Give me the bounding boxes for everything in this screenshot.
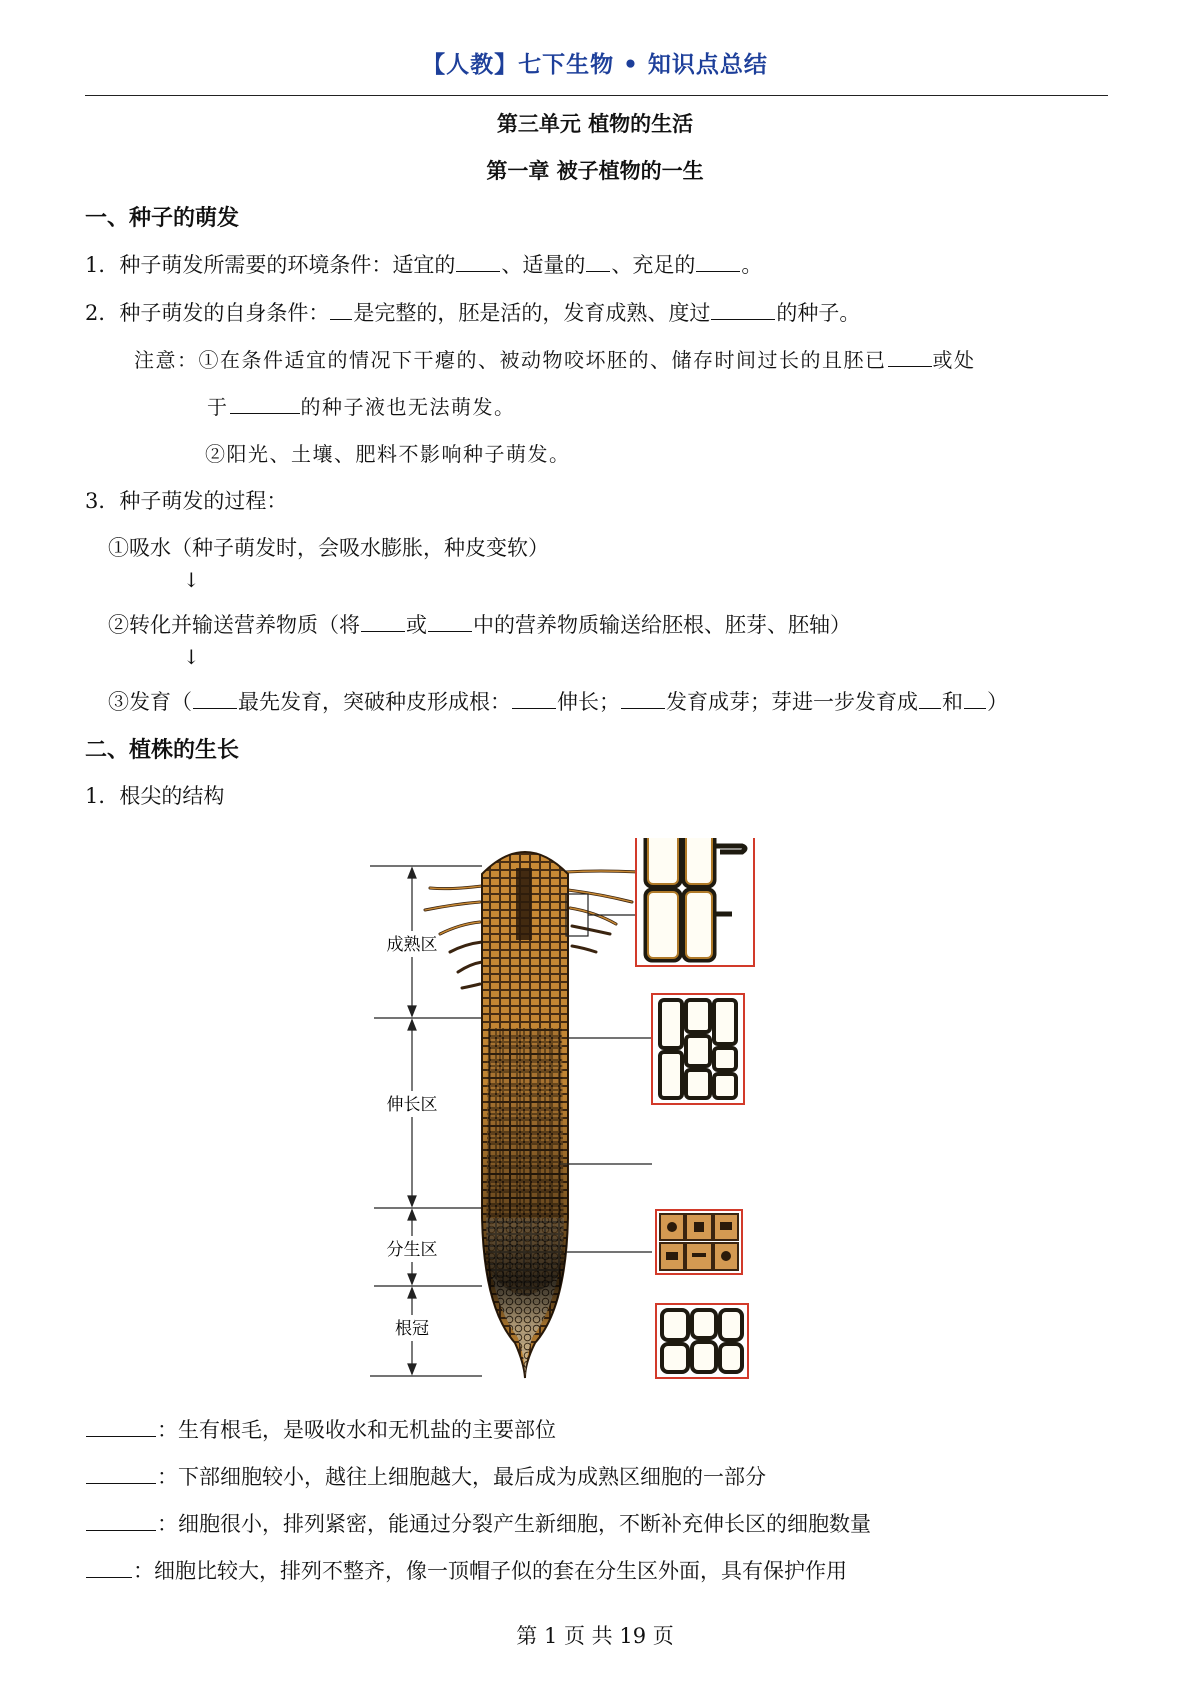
- fill-blank: [512, 707, 556, 709]
- item-self-conditions: [85, 297, 860, 327]
- inset-rootcap-cells: [656, 1304, 748, 1378]
- text: ③发育（: [108, 690, 192, 714]
- text: 或处: [932, 348, 976, 372]
- text: 。: [741, 253, 763, 277]
- text: 中的营养物质输送给胚根、胚芽、胚轴）: [473, 613, 851, 637]
- text: ②转化并输送营养物质（将: [108, 613, 360, 637]
- text: ：细胞很小，排列紧密，能通过分裂产生新细胞，不断补充伸长区的细胞数量: [157, 1512, 871, 1536]
- fill-blank: [919, 707, 941, 709]
- page-number: 第 1 页 共 19 页: [516, 1624, 674, 1648]
- note-line-1-cont: [207, 391, 516, 420]
- document-header: 【人教】七下生物 • 知识点总结: [422, 52, 768, 78]
- text: 的种子。: [776, 301, 861, 325]
- fill-blank: [711, 318, 775, 320]
- fill-blank: [696, 270, 740, 272]
- header-divider: [85, 95, 1108, 96]
- fill-blank: [888, 365, 932, 367]
- desc-root-cap: [85, 1555, 847, 1585]
- text: ：细胞比较大，排列不整齐，像一顶帽子似的套在分生区外面，具有保护作用: [133, 1559, 847, 1583]
- note-line-2: ②阳光、土壤、肥料不影响种子萌发。: [205, 442, 571, 466]
- label-meristem-zone: 分生区: [386, 1240, 438, 1260]
- step-absorb-water: ①吸水（种子萌发时，会吸水膨胀，种皮变软）: [108, 536, 549, 560]
- chapter-title: 第一章 被子植物的一生: [486, 159, 704, 183]
- unit-title: 第三单元 植物的生活: [496, 112, 694, 136]
- text: 于: [207, 395, 229, 419]
- fill-blank: [86, 1529, 156, 1531]
- note-line-1: [134, 344, 976, 373]
- desc-elongation-zone: [85, 1461, 766, 1491]
- fill-blank: [330, 318, 352, 320]
- step-development: [108, 686, 1008, 716]
- text: ：下部细胞较小，越往上细胞越大，最后成为成熟区细胞的一部分: [157, 1465, 766, 1489]
- section-heading-plant-growth: 二、植株的生长: [85, 738, 240, 763]
- text: 最先发育，突破种皮形成根：: [238, 690, 511, 714]
- inset-maturation-cells: [636, 838, 754, 966]
- text: 和: [942, 690, 963, 714]
- vascular-core: [516, 868, 532, 940]
- text: 、适量的: [501, 253, 586, 277]
- step-transport-nutrients: [108, 609, 851, 639]
- fill-blank: [86, 1482, 156, 1484]
- text: 1．种子萌发所需要的环境条件：适宜的: [85, 253, 456, 277]
- section-heading-seed-germination: 一、种子的萌发: [85, 206, 240, 231]
- text: 发育成芽；芽进一步发育成: [666, 690, 918, 714]
- fill-blank: [428, 630, 472, 632]
- text: 2．种子萌发的自身条件：: [85, 301, 330, 325]
- fill-blank: [621, 707, 665, 709]
- item-germination-process: 3．种子萌发的过程：: [85, 489, 288, 513]
- inset-elongation-cells: [652, 994, 744, 1104]
- text: ：生有根毛，是吸收水和无机盐的主要部位: [157, 1418, 556, 1442]
- label-elongation-zone: 伸长区: [386, 1095, 438, 1115]
- desc-meristem-zone: [85, 1508, 871, 1538]
- text: 、充足的: [611, 253, 696, 277]
- label-maturation-zone: 成熟区: [386, 935, 438, 955]
- down-arrow-icon: ↓: [183, 645, 200, 669]
- fill-blank: [86, 1576, 132, 1578]
- down-arrow-icon: ↓: [183, 568, 200, 592]
- fill-blank: [230, 412, 300, 414]
- fill-blank: [193, 707, 237, 709]
- item-environment-conditions: [85, 249, 762, 279]
- text: 伸长；: [557, 690, 620, 714]
- fill-blank: [964, 707, 986, 709]
- item-root-tip-structure: 1．根尖的结构: [85, 784, 225, 808]
- text: 注意：①在条件适宜的情况下干瘪的、被动物咬坏胚的、储存时间过长的且胚已: [134, 348, 887, 372]
- fill-blank: [586, 270, 610, 272]
- text: ）: [987, 690, 1008, 714]
- text: 或: [406, 613, 427, 637]
- fill-blank: [456, 270, 500, 272]
- label-root-cap: 根冠: [395, 1319, 429, 1339]
- fill-blank: [86, 1435, 156, 1437]
- text: 是完整的，胚是活的，发育成熟、度过: [353, 301, 711, 325]
- desc-maturation-zone: [85, 1414, 556, 1444]
- inset-meristem-cells: [656, 1210, 742, 1274]
- text: 的种子液也无法萌发。: [300, 395, 516, 419]
- root-tip-diagram: [370, 838, 820, 1383]
- fill-blank: [361, 630, 405, 632]
